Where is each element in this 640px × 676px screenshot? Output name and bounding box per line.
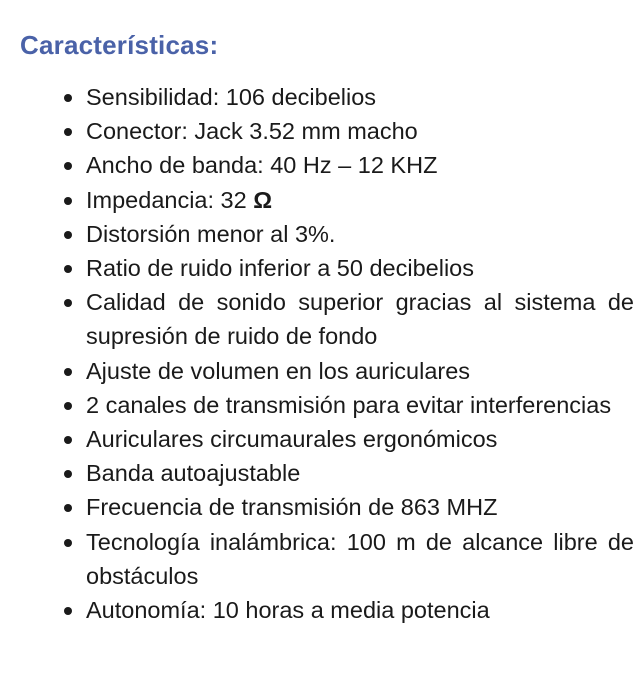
features-list [86, 80, 634, 627]
section-title: Características: [20, 30, 219, 60]
list-item: 2 canales de transmisión para evitar interferencias [86, 388, 634, 422]
list-item: Conector: Jack 3.52 mm macho [86, 114, 634, 148]
list-item: Sensibilidad: 106 decibelios [86, 80, 634, 114]
list-item: Banda autoajustable [86, 456, 634, 490]
list-item: Ancho de banda: 40 Hz – 12 KHZ [86, 148, 634, 182]
list-item: Distorsión menor al 3%. [86, 217, 634, 251]
list-item: Tecnología inalámbrica: 100 m de alcance libre de obstáculos [86, 525, 634, 593]
list-item: Ratio de ruido inferior a 50 decibelios [86, 251, 634, 285]
list-item [86, 183, 634, 217]
list-item: Ajuste de volumen en los auriculares [86, 354, 634, 388]
list-item: Calidad de sonido superior gracias al sistema de supresión de ruido de fondo [86, 285, 634, 353]
impedance-label: Impedancia: 32 [86, 186, 247, 213]
ohm-symbol: Ω [253, 186, 273, 213]
list-item: Frecuencia de transmisión de 863 MHZ [86, 490, 634, 524]
list-item: Autonomía: 10 horas a media potencia [86, 593, 634, 627]
list-item: Auriculares circumaurales ergonómicos [86, 422, 634, 456]
